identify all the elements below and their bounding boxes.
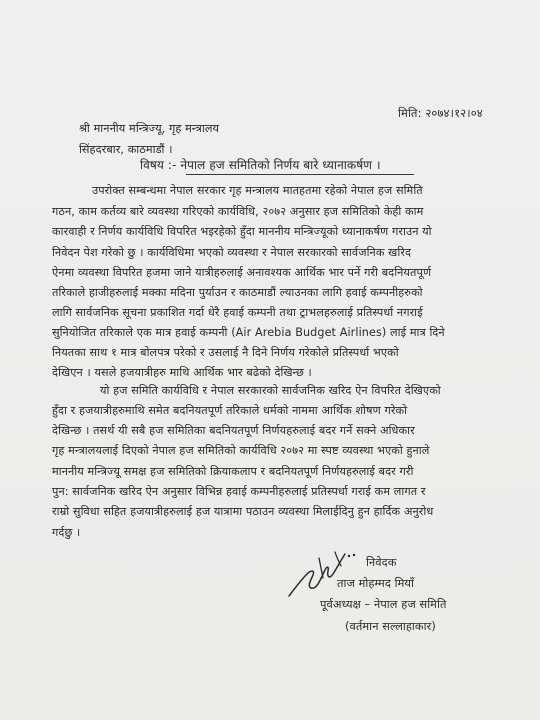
handwritten-signature — [285, 544, 365, 604]
body-line: ऐनमा व्यवस्था विपरित हजमा जाने यात्रीहरुलाई अनावश्यक आर्थिक भार पर्ने गरी बदनियतपूर्ण — [52, 266, 432, 279]
body-line: नियतका साथ १ मात्र बोलपत्र परेको र उसलाई नै दिने निर्णय गरेकोले प्रतिस्पर्धा भएको — [52, 346, 399, 359]
recipient-line-2: सिंहदरबार, काठमाडौं । — [79, 143, 173, 156]
subject-underline — [186, 174, 414, 175]
signer-note: (वर्तमान सल्लाहाकार) — [345, 620, 436, 633]
body-line: माननीय मन्त्रिज्यू समक्ष हज समितिको क्रियाकलाप र बदनियतपूर्ण निर्णयहरुलाई बदर गरी — [52, 465, 414, 478]
letter-subject: विषय :- नेपाल हज समितिको निर्णय बारे ध्यानाकर्षण । — [140, 158, 381, 172]
body-line: गर्दछु । — [52, 526, 81, 539]
body-line: लागि सार्वजनिक सूचना प्रकाशित गर्दा धेरै हवाई कम्पनी तथा ट्राभलहरुलाई प्रतिस्पर्धा नगराई — [52, 306, 423, 319]
body-line: देखिएन । यसले हजयात्रीहरु माथि आर्थिक भार बढेको देखिन्छ । — [52, 366, 312, 379]
signer-title: पूर्वअध्यक्ष – नेपाल हज समिति — [320, 598, 447, 611]
body-line: निवेदन पेश गरेको छु । कार्यविधिमा भएको व्यवस्था र नेपाल सरकारको सार्वजनिक खरिद — [52, 246, 412, 259]
applicant-label: निवेदक — [366, 556, 397, 569]
body-line: कारवाही र निर्णय कार्यविधि विपरित भइरहेको हुँदा माननीय मन्त्रिज्यूको ध्यानाकर्षण गराउन यो — [52, 225, 432, 238]
recipient-line-1: श्री माननीय मन्त्रिज्यू, गृह मन्त्रालय — [79, 122, 220, 135]
body-line: राम्रो सुविधा सहित हजयात्रीहरुलाई हज यात्रामा पठाउन व्यवस्था मिलाईदिनु हुन हार्दिक अनुरोध — [52, 505, 434, 518]
body-line: तरिकाले हाजीहरुलाई मक्का मदिना पुर्याउन र काठमाडौं ल्याउनका लागि हवाई कम्पनीहरुको — [52, 286, 423, 299]
body-line: गृह मन्त्रालयलाई दिएको नेपाल हज समितिको कार्यविधि २०७२ मा स्पष्ट व्यवस्था भएको हुनाले — [52, 444, 430, 457]
body-line: यो हज समिति कार्यविधि र नेपाल सरकारको सार्वजनिक खरिद ऐन विपरित देखिएको — [100, 384, 441, 397]
letter-date: मिति: २०७४।१२।०४ — [398, 106, 483, 120]
signer-name: ताज मोहम्मद मियाँ — [337, 577, 415, 590]
body-line: उपरोक्त सम्बन्धमा नेपाल सरकार गृह मन्त्रालय मातहतमा रहेको नेपाल हज समिति — [92, 184, 423, 197]
body-line: पुन: सार्वजनिक खरिद ऐन अनुसार विभिन्न हवाई कम्पनीहरुलाई प्रतिस्पर्धा गराई कम लागत र — [52, 485, 426, 498]
body-line: गठन, काम कर्तव्य बारे व्यवस्था गरिएको कार्यविधि, २०७२ अनुसार हज समितिको केही काम — [52, 205, 424, 218]
body-line: हुँदा र हजयात्रीहरुमाथि समेत बदनियतपूर्ण तरिकाले धर्मको नाममा आर्थिक शोषण गरेको — [52, 404, 408, 417]
body-line: देखिन्छ । तसर्थ यी सबै हज समितिका बदनियतपूर्ण निर्णयहरुलाई बदर गर्ने सक्ने अधिकार — [52, 424, 415, 437]
body-line: सुनियोजित तरिकाले एक मात्र हवाई कम्पनी (Air Arebia Budget Airlines) लाई मात्र दिने — [52, 326, 445, 339]
